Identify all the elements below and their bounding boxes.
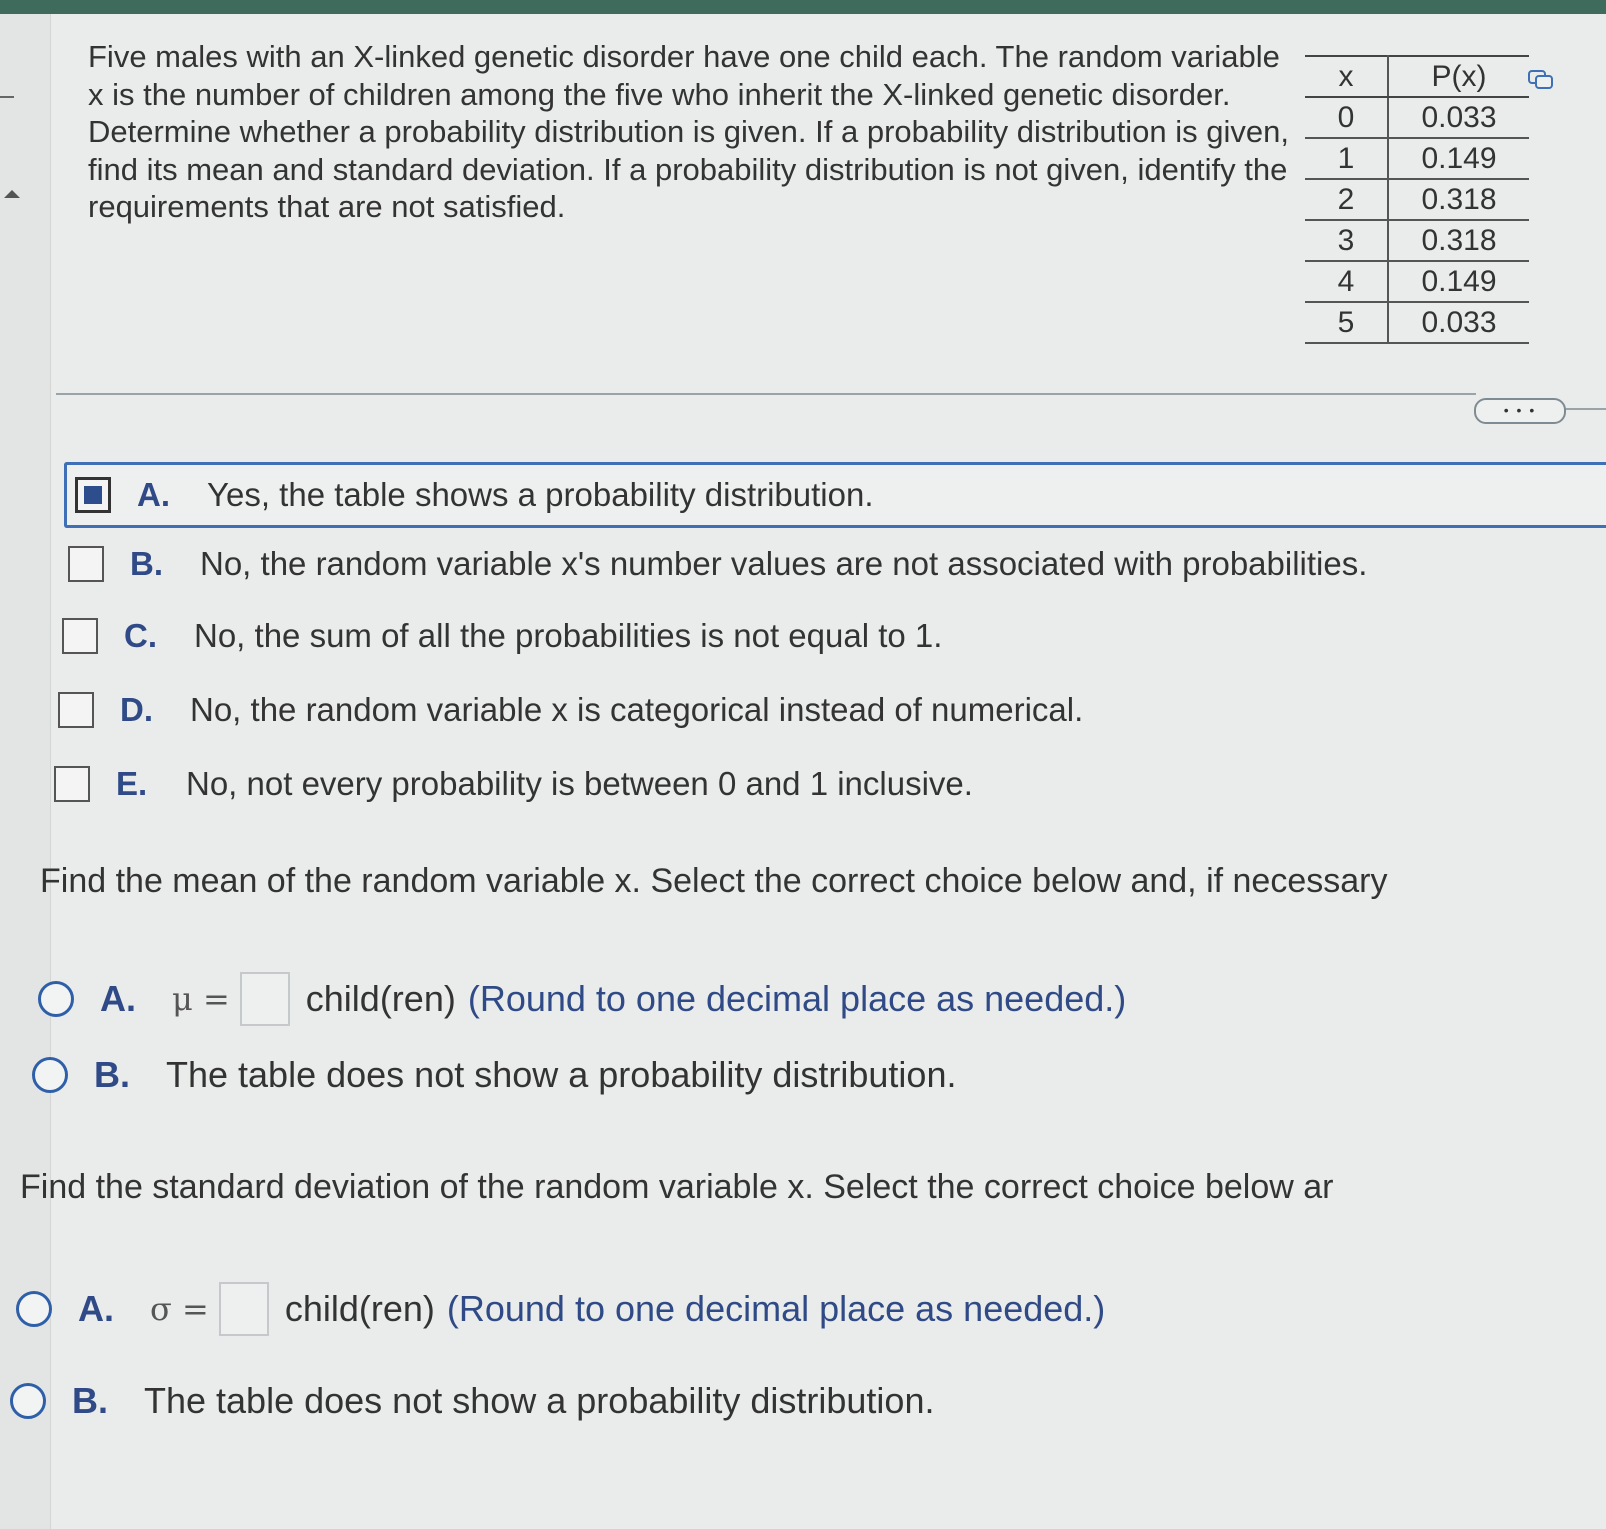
collapse-arrow-icon[interactable] (4, 190, 20, 198)
sd-answer-input[interactable] (219, 1282, 269, 1336)
table-row (1305, 97, 1529, 138)
choice-text: The table does not show a probability distribution. (144, 1380, 935, 1421)
rounding-hint: (Round to one decimal place as needed.) (446, 1288, 1106, 1329)
sd-choice-b[interactable] (10, 1380, 934, 1422)
choice-letter: C. (124, 617, 157, 654)
unit-label: child(ren) (284, 1288, 435, 1329)
radio-button[interactable] (10, 1383, 46, 1419)
table-cell-px: 0.149 (1388, 261, 1529, 302)
question-text: Five males with an X-linked genetic disorder have one child each. The random variable x is the number of children among the five who inherit the X-linked genetic disorder. Determine whether a probability distribution is given. If a probability distribution is given, find its mean and standard deviation. If a probability distribution is not given, identify the requirements that are not satisfied. (88, 39, 1289, 224)
radio-button[interactable] (32, 1057, 68, 1093)
table-cell-px: 0.033 (1388, 97, 1529, 138)
choice-a-yes[interactable] (64, 462, 1606, 528)
more-button[interactable]: • • • (1474, 398, 1566, 424)
table-header-px: P(x) (1388, 56, 1529, 97)
table-cell-px: 0.318 (1388, 220, 1529, 261)
table-cell-x: 1 (1305, 138, 1388, 179)
table-header-x: x (1305, 56, 1388, 97)
rounding-hint: (Round to one decimal place as needed.) (467, 978, 1127, 1019)
choice-text: No, not every probability is between 0 and 1 inclusive. (186, 765, 973, 802)
table-cell-x: 0 (1305, 97, 1388, 138)
choice-letter: A. (78, 1288, 114, 1329)
choice-letter: E. (116, 765, 148, 802)
checkbox-checked[interactable] (75, 477, 111, 513)
table-cell-px: 0.033 (1388, 302, 1529, 343)
mean-answer-input[interactable] (240, 972, 290, 1026)
choice-text: Yes, the table shows a probability distribution. (207, 476, 874, 513)
checkbox[interactable] (54, 766, 90, 802)
sd-choice-a[interactable] (16, 1282, 1105, 1336)
sd-prompt: Find the standard deviation of the random variable x. Select the correct choice below ar (20, 1168, 1334, 1206)
checkbox[interactable] (62, 618, 98, 654)
mean-choice-a[interactable] (38, 972, 1126, 1026)
table-cell-px: 0.318 (1388, 179, 1529, 220)
table-row (1305, 261, 1529, 302)
section-divider-right (1564, 408, 1606, 410)
radio-button[interactable] (38, 981, 74, 1017)
choice-letter: B. (94, 1054, 130, 1095)
copy-table-icon[interactable] (1528, 70, 1554, 90)
probability-table (1305, 55, 1529, 344)
mu-symbol: μ = (172, 980, 230, 1018)
choice-e[interactable] (54, 754, 1606, 814)
radio-button[interactable] (16, 1291, 52, 1327)
table-row (1305, 302, 1529, 343)
mean-choice-b[interactable] (32, 1054, 956, 1096)
table-cell-x: 2 (1305, 179, 1388, 220)
section-divider (56, 393, 1476, 395)
choice-b[interactable] (68, 534, 1606, 594)
unit-label: child(ren) (305, 978, 456, 1019)
top-bar (0, 0, 1606, 14)
choice-c[interactable] (62, 606, 1606, 666)
table-cell-x: 3 (1305, 220, 1388, 261)
table-cell-x: 4 (1305, 261, 1388, 302)
table-row (1305, 138, 1529, 179)
choice-letter: A. (100, 978, 136, 1019)
table-cell-px: 0.149 (1388, 138, 1529, 179)
table-cell-x: 5 (1305, 302, 1388, 343)
choice-letter: B. (72, 1380, 108, 1421)
mean-prompt: Find the mean of the random variable x. Select the correct choice below and, if necessary (40, 862, 1388, 900)
choice-text: No, the sum of all the probabilities is not equal to 1. (194, 617, 943, 654)
choice-letter: B. (130, 545, 163, 582)
table-row (1305, 179, 1529, 220)
choice-letter: D. (120, 691, 153, 728)
sigma-symbol: σ = (150, 1290, 209, 1328)
choice-d[interactable] (58, 680, 1606, 740)
choice-text: No, the random variable x's number values are not associated with probabilities. (200, 545, 1368, 582)
choice-letter: A. (137, 476, 170, 513)
choice-text: No, the random variable x is categorical instead of numerical. (190, 691, 1084, 728)
checkbox[interactable] (58, 692, 94, 728)
gutter-dash (0, 96, 14, 98)
checkbox[interactable] (68, 546, 104, 582)
table-row (1305, 220, 1529, 261)
choice-text: The table does not show a probability distribution. (166, 1054, 957, 1095)
